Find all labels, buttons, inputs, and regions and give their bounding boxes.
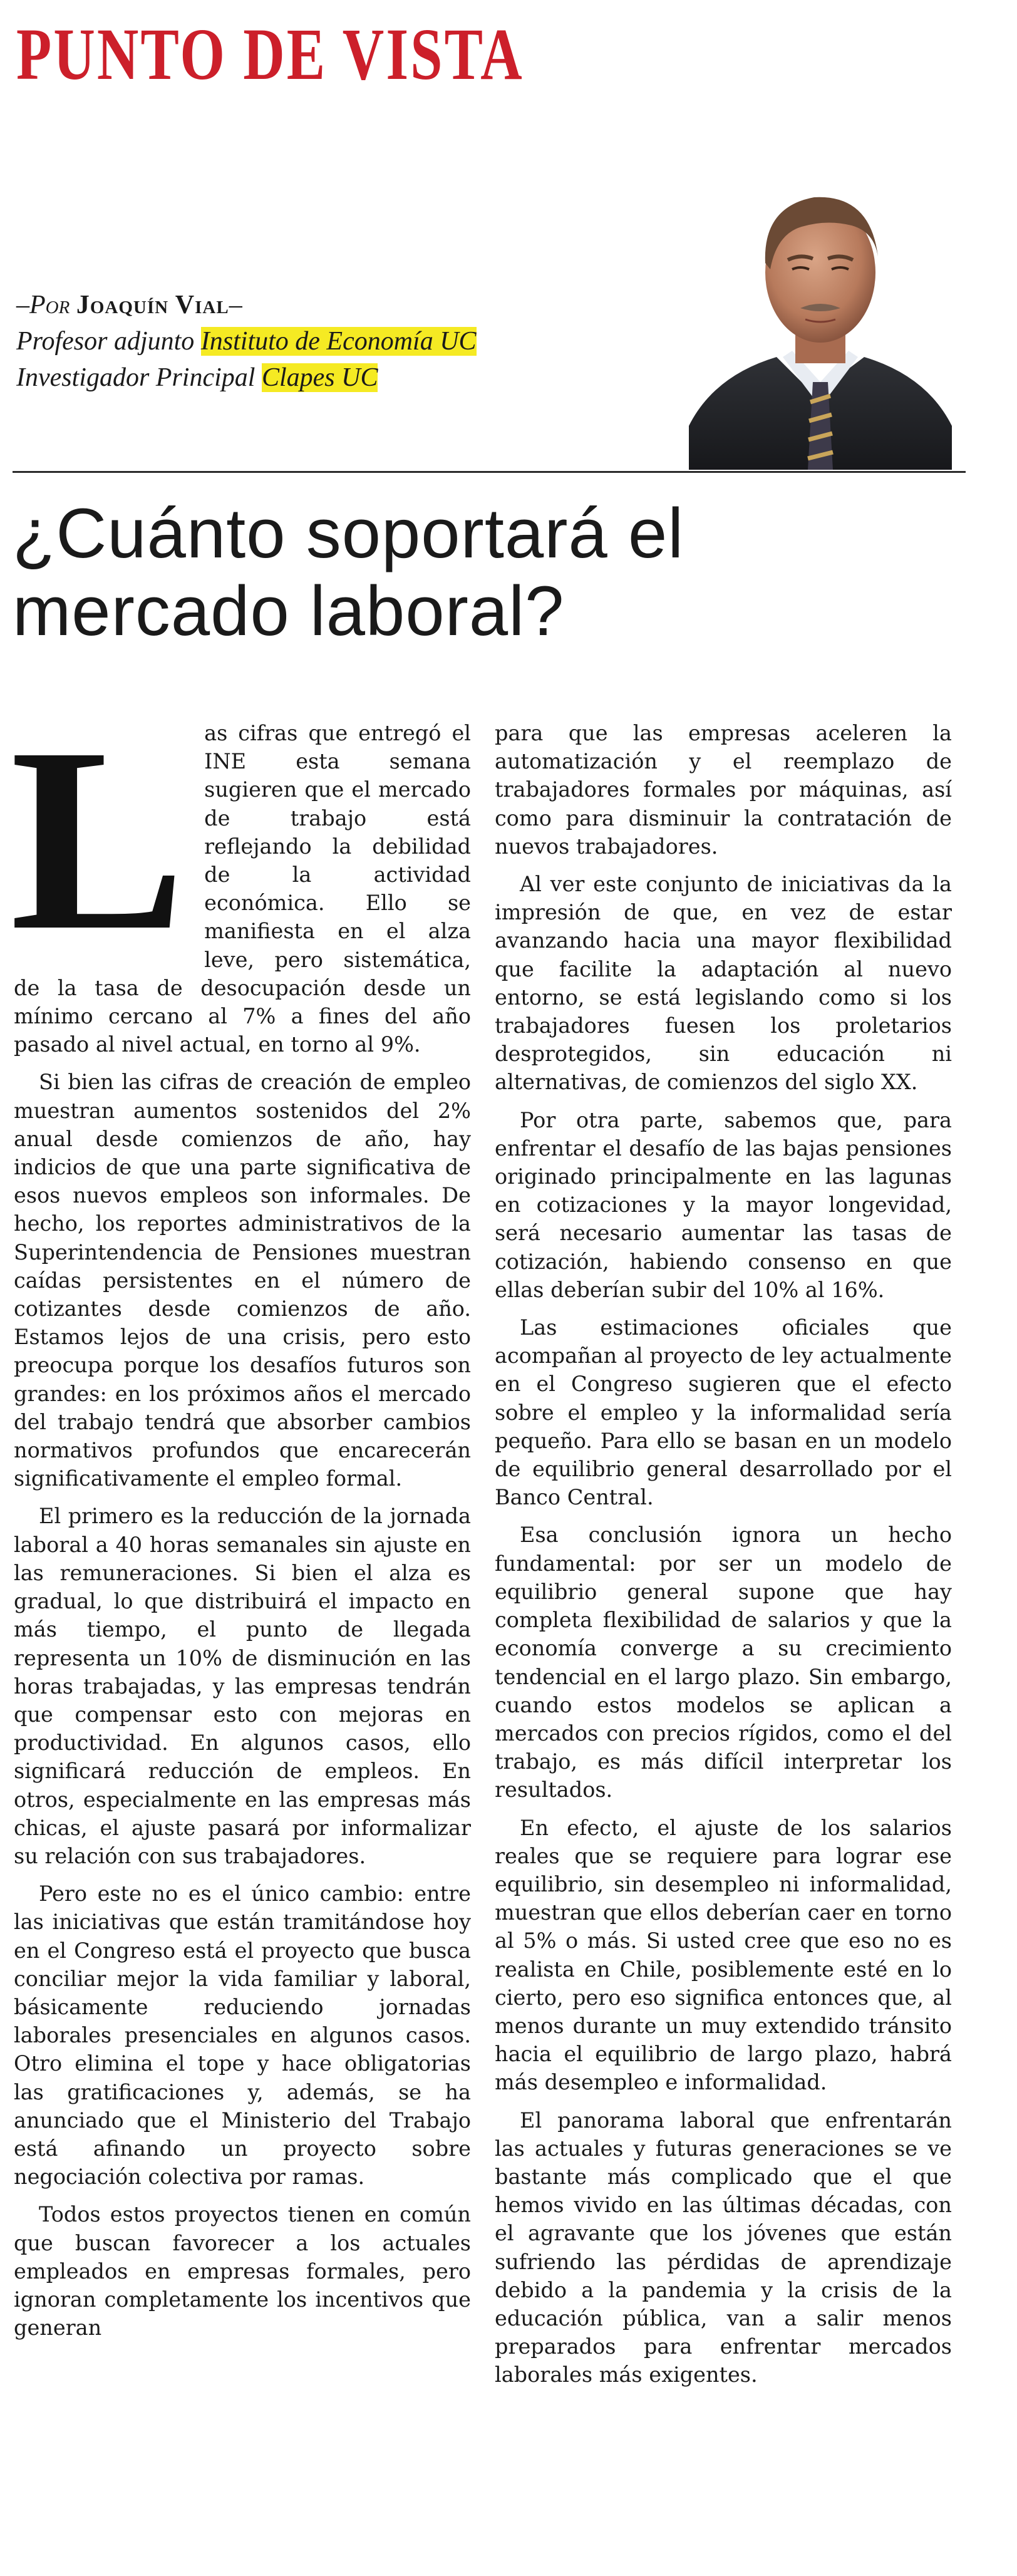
article-paragraph: Las estimaciones oficiales que acompañan al proyecto de ley actualmente en el Congreso sugieren que el efecto sobre el empleo y la informalidad sería pequeño. Para ello se basan en un modelo de equilibrio general desarrollado por el Banco Central. xyxy=(495,1315,952,1510)
article-paragraph: Todos estos proyectos tienen en común que buscan favorecer a los actuales empleados en empresas formales, pero ignoran completamente los incentivos que generan xyxy=(14,2202,471,2341)
article-paragraph: En efecto, el ajuste de los salarios reales que se requiere para lograr ese equilibrio, sin desempleo ni informalidad, muestran que ellos deberían caer en torno al 5% o más. Si usted cree que eso no es realista en Chile, posiblemente esté en lo cierto, pero eso significa entonces que, al menos durante un muy extendido tránsito hacia el equilibrio de largo plazo, habrá más desempleo e informalidad. xyxy=(495,1815,952,2095)
article-paragraph: para que las empresas aceleren la automatización y el reemplazo de trabajadores formales por máquinas, así como para disminuir la contratación de nuevos trabajadores. xyxy=(495,721,952,859)
author-role-1 xyxy=(16,323,477,360)
article-paragraph: El panorama laboral que enfrentarán las actuales y futuras generaciones se ve bastante más complicado que el que hemos vivido en las últimas décadas, con el agravante que los jóvenes que están sufriendo las pérdidas de aprendizaje debido a la pandemia y la crisis de la educación pública, van a salir menos preparados para enfrentar mercados laborales más exigentes. xyxy=(495,2108,952,2387)
byline-por: Por xyxy=(29,291,70,319)
section-title: PUNTO DE VISTA xyxy=(16,13,524,95)
headline-line-1: ¿Cuánto soportará el xyxy=(13,494,684,572)
article-paragraph: Si bien las cifras de creación de empleo muestran aumentos sostenidos del 2% anual desde comienzos de año, hay indicios de que una parte significativa de esos nuevos empleos son informales. De hecho, los reportes administrativos de la Superintendencia de Pensiones muestran caídas persistentes en el número de cotizantes desde comienzos de año. Estamos lejos de una crisis, pero esto preocupa porque los desafíos futuros son grandes: en los próximos años el mercado del trabajo tendrá que absorber cambios normativos profundos que encarecerán significativamente el empleo formal. xyxy=(14,1070,471,1491)
role-1-org: Instituto de Economía UC xyxy=(200,327,477,356)
role-2-org: Clapes UC xyxy=(261,363,378,392)
role-2-prefix: Investigador Principal xyxy=(16,363,262,392)
headline-line-2: mercado laboral? xyxy=(13,572,565,650)
article-headline xyxy=(13,495,684,650)
article-paragraph: Pero este no es el único cambio: entre las iniciativas que están tramitándose hoy en el Congreso está el proyecto que busca conciliar mejor la vida familiar y laboral, básicamente reduciendo jornadas laborales presenciales en algunos casos. Otro elimina el tope y hace obligatorias las gratificaciones y, además, se ha anunciado que el Ministerio del Trabajo está afinando un proyecto sobre negociación colectiva por ramas. xyxy=(14,1881,471,2190)
article-column-left xyxy=(10,693,471,2351)
byline-dash-open: – xyxy=(16,291,29,319)
author-name: Joaquín Vial xyxy=(76,291,229,319)
article-paragraph: Al ver este conjunto de iniciativas da la impresión de que, en vez de estar avanzando hacia una mayor flexibilidad que facilite la adaptación al nuevo entorno, se está legislando como si los trabajadores fuesen los proletarios desprotegidos, sin educación ni alternativas, de comienzos del siglo XX. xyxy=(495,872,952,1095)
author-portrait xyxy=(689,169,952,470)
article-paragraph: Por otra parte, sabemos que, para enfrentar el desafío de las bajas pensiones originado principalmente en las lagunas en cotizaciones y la mayor longevidad, será necesario aumentar las tasas de cotización, habiendo consenso en que ellas deberían subir del 10% al 16%. xyxy=(495,1107,952,1302)
byline xyxy=(16,287,477,396)
author-line xyxy=(16,287,477,323)
drop-cap: L xyxy=(10,693,186,985)
headline-rule xyxy=(13,471,966,473)
paragraph-text: as cifras que entregó el INE esta semana sugieren que el mercado de trabajo está reflejando la debilidad de la actividad económica. Ello se manifiesta en el alza leve, pero sistemática, de la tasa de desocupación desde un mínimo cercano al 7% a fines del año pasado al nivel actual, en torno al 9%. xyxy=(14,721,471,1057)
author-role-2 xyxy=(16,360,477,396)
role-1-prefix: Profesor adjunto xyxy=(16,327,201,356)
article-paragraph xyxy=(10,693,471,1058)
article-paragraph: Esa conclusión ignora un hecho fundamental: por ser un modelo de equilibrio general supone que hay completa flexibilidad de salarios y que la economía converge a su crecimiento tendencial en el largo plazo. Sin embargo, cuando estos modelos se aplican a mercados con precios rígidos, como el del trabajo, es más difícil interpretar los resultados. xyxy=(495,1523,952,1803)
byline-dash-close: – xyxy=(229,291,242,319)
article-paragraph: El primero es la reducción de la jornada laboral a 40 horas semanales sin ajuste en las remuneraciones. Si bien el alza es gradual, lo que distribuirá el impacto en más tiempo, el punto de llegada representa un 10% de disminución en las horas trabajadas, y las empresas tendrán que compensar esto con mejoras en productividad. En algunos casos, ello significará reducción de empleos. En otros, especialmente en las empresas más chicas, el ajuste pasará por informalizar su relación con sus trabajadores. xyxy=(14,1504,471,1868)
article-column-right xyxy=(495,719,952,2399)
